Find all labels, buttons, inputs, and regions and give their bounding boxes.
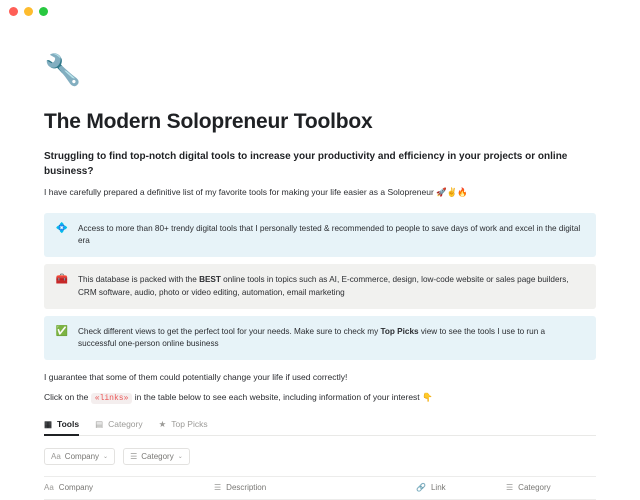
click-instruction-text — [44, 391, 596, 405]
callout-views-text-part-1: Check different views to get the perfect tool for your needs. Make sure to check my — [78, 326, 381, 336]
grid-icon: ▦ — [44, 418, 53, 429]
database-view-tabs — [44, 419, 596, 436]
callout-database-text — [78, 273, 585, 299]
wrench-icon: 🔧 — [44, 54, 82, 87]
filter-company-label: Company — [64, 451, 100, 461]
window-titlebar — [0, 0, 640, 22]
check-mark-icon: ✅ — [55, 325, 69, 337]
callout-database-text-part-2: BEST — [199, 275, 221, 285]
click-instruction-before: Click on the — [44, 391, 91, 402]
callout-access-text: Access to more than 80+ trendy digital tools that I personally tested & recommended to people to save days of work and excel in the digital era — [78, 223, 581, 246]
page-title: The Modern Solopreneur Toolbox — [44, 110, 373, 133]
select-property-icon: ☰ — [130, 451, 138, 461]
chevron-down-icon: ⌄ — [177, 453, 183, 460]
column-header-description-label: Description — [226, 483, 267, 493]
text-property-icon: Aa — [51, 451, 61, 461]
chevron-down-icon: ⌄ — [103, 453, 109, 460]
callout-views — [44, 316, 596, 360]
toolbox-icon: 🧰 — [55, 274, 69, 286]
board-icon: ▤ — [95, 418, 104, 429]
click-instruction-after: in the table below to see each website, including information of your interest 👇 — [132, 391, 433, 402]
tab-tools[interactable] — [44, 419, 79, 436]
diamond-icon: 💠 — [55, 222, 69, 234]
select-property-icon: ☰ — [506, 483, 514, 493]
callout-list — [44, 213, 596, 360]
callout-database-text-part-1: This database is packed with the — [78, 275, 200, 285]
text-property-icon: ☰ — [214, 483, 222, 493]
callout-database — [44, 264, 596, 308]
callout-database-text-part-3: online tools in topics such as AI, E-commerce, design, low-code website or sales page builders, CRM software, audio, photo or video editing, automation, email marketing — [78, 275, 569, 297]
maximize-window-button[interactable] — [39, 7, 48, 16]
tab-top-picks[interactable] — [159, 419, 208, 436]
column-header-company[interactable] — [44, 477, 214, 499]
callout-views-text-part-2: Top Picks — [380, 326, 419, 336]
table-header-row — [44, 476, 596, 500]
link-property-icon: 🔗 — [416, 483, 426, 493]
callout-views-text — [78, 325, 585, 351]
column-header-link[interactable] — [416, 477, 506, 499]
column-header-category[interactable] — [506, 477, 596, 499]
minimize-window-button[interactable] — [24, 7, 33, 16]
page-content — [0, 22, 640, 500]
filter-category-label: Category — [141, 451, 174, 461]
text-property-icon: Aa — [44, 483, 54, 493]
column-header-description[interactable] — [214, 477, 416, 499]
filter-company[interactable] — [44, 448, 115, 465]
guarantee-text: I guarantee that some of them could potentially change your life if used correctly! — [44, 371, 348, 382]
column-header-link-label: Link — [430, 483, 446, 493]
tab-tools-label: Tools — [57, 419, 80, 430]
links-code-label: «links» — [91, 393, 133, 404]
tab-top-picks-label: Top Picks — [171, 419, 208, 430]
close-window-button[interactable] — [9, 7, 18, 16]
star-icon: ★ — [158, 418, 167, 429]
filter-category[interactable] — [123, 448, 190, 465]
filter-bar — [44, 448, 596, 465]
tab-category-label: Category — [108, 419, 143, 430]
callout-access — [44, 213, 596, 257]
column-header-category-label: Category — [518, 483, 551, 493]
page-subtitle: Struggling to find top-notch digital tools to increase your productivity and efficiency in your projects or online business? — [44, 151, 568, 177]
page-intro-text: I have carefully prepared a definitive list of my favorite tools for making your life easier as a Solopreneur 🚀✌🔥 — [44, 187, 468, 197]
column-header-company-label: Company — [58, 483, 94, 493]
callout-views-text-part-3: view to see the tools I use to run a successful one-person online business — [78, 326, 546, 349]
tab-category[interactable] — [95, 419, 143, 436]
